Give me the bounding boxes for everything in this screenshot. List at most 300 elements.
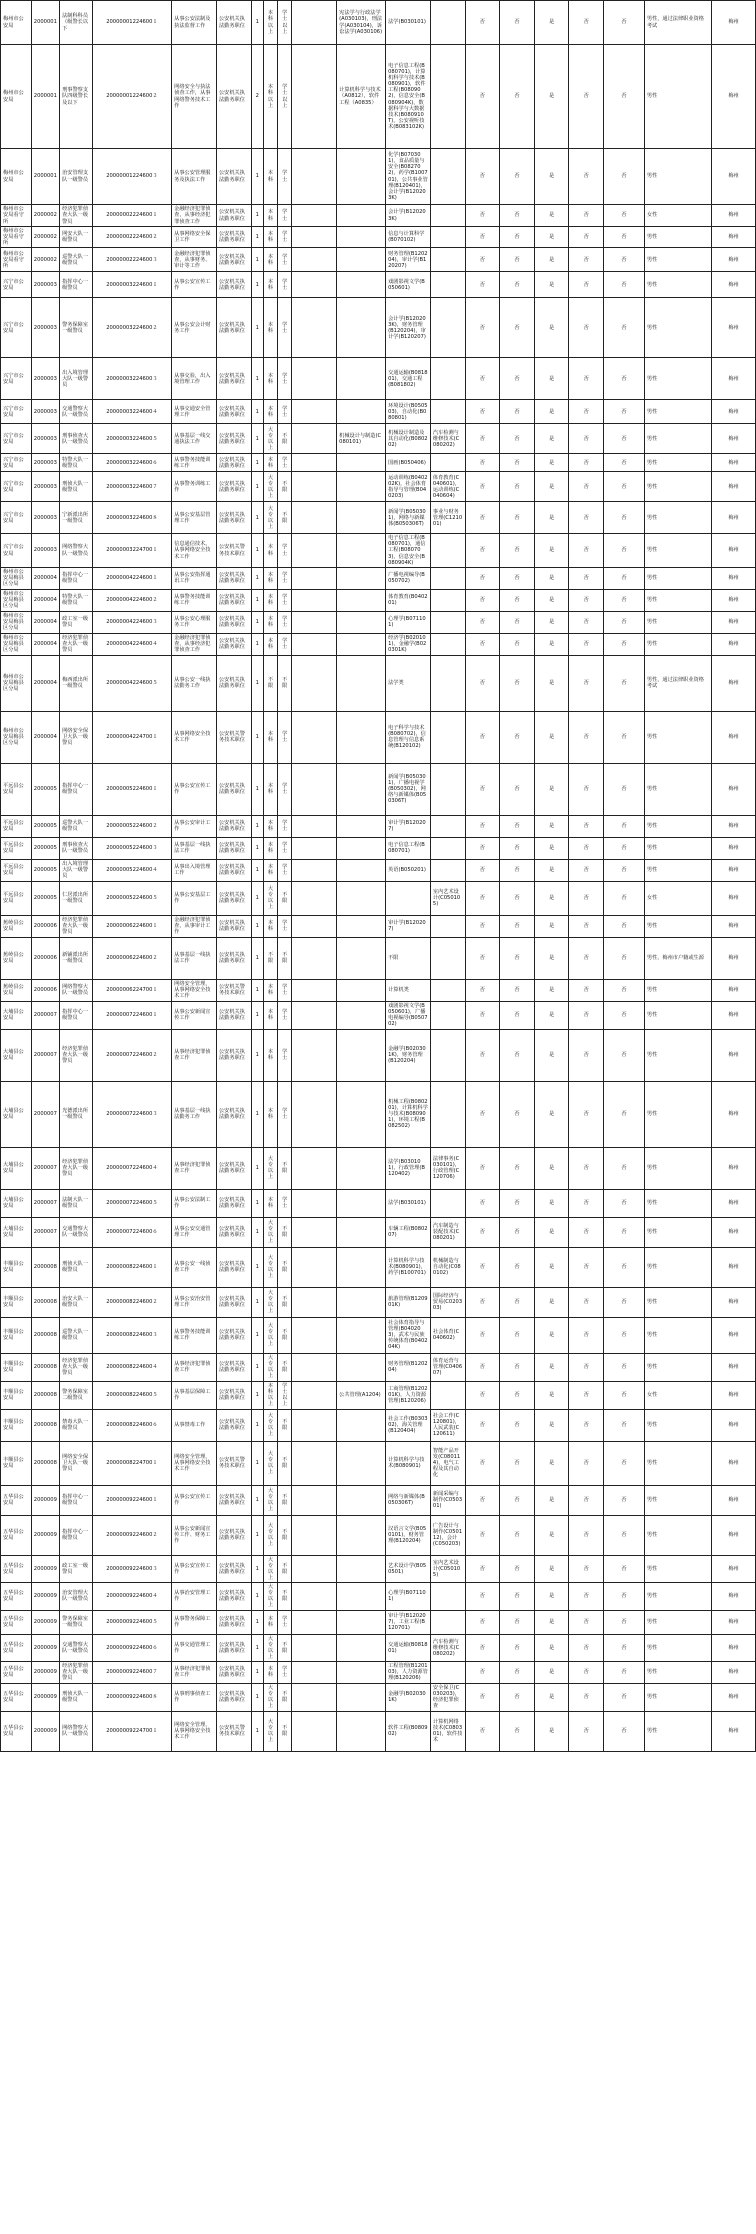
table-cell bbox=[337, 633, 386, 655]
table-cell: 否 bbox=[465, 1317, 500, 1353]
table-cell: 否 bbox=[569, 567, 604, 589]
table-cell: 财务管理(B120204) bbox=[386, 1353, 431, 1381]
table-cell: 否 bbox=[604, 400, 645, 424]
table-cell: 计算机科学与技术(B080901) bbox=[386, 1441, 431, 1485]
table-cell: 1 bbox=[251, 1081, 263, 1147]
table-cell: 审计学(B120207)，工业工程(B120701) bbox=[386, 1610, 431, 1634]
table-cell: 公安机关执法勤务职位 bbox=[216, 1317, 251, 1353]
table-cell bbox=[337, 815, 386, 837]
table-cell: 2000008 bbox=[31, 1317, 60, 1353]
table-cell: 学士 bbox=[278, 534, 292, 567]
table-cell: 否 bbox=[569, 881, 604, 915]
table-cell: 男性，梅州市户籍或生源 bbox=[644, 937, 711, 979]
table-cell: 英语(B050201) bbox=[386, 859, 431, 881]
table-cell: 公安机关执法勤务职位 bbox=[216, 472, 251, 502]
table-cell: 2000008 bbox=[31, 1247, 60, 1287]
table-cell: 社会工作(B030302)，海关管理(B120404) bbox=[386, 1409, 431, 1441]
table-cell: 20000004224600４ bbox=[92, 633, 171, 655]
table-cell: 否 bbox=[604, 1485, 645, 1515]
table-cell: 本科 bbox=[263, 454, 277, 472]
table-cell bbox=[337, 149, 386, 205]
table-cell: 1 bbox=[251, 1683, 263, 1711]
table-cell: 体育教育(B040201) bbox=[386, 589, 431, 611]
table-cell: 从事公安管理服务及执法工作 bbox=[172, 149, 217, 205]
table-cell: 否 bbox=[500, 472, 535, 502]
table-row bbox=[1, 298, 756, 358]
table-cell: 从事网络安全保卫工作 bbox=[172, 227, 217, 248]
table-cell: 是 bbox=[534, 1287, 569, 1317]
table-cell: 男性 bbox=[644, 472, 711, 502]
table-cell: 男性 bbox=[644, 1189, 711, 1217]
table-cell bbox=[337, 763, 386, 815]
table-cell: 否 bbox=[604, 227, 645, 248]
table-cell: 兴宁市公安局 bbox=[1, 454, 32, 472]
table-cell: 大专以上 bbox=[263, 1217, 277, 1247]
table-cell: 交通警察大队一级警员 bbox=[60, 1634, 93, 1661]
table-cell: 1 bbox=[251, 655, 263, 711]
table-cell: 公安机关执法勤务职位 bbox=[216, 454, 251, 472]
table-cell: 2000008 bbox=[31, 1353, 60, 1381]
table-cell: 从事公安一线执法勤务工作 bbox=[172, 655, 217, 711]
table-row bbox=[1, 1711, 756, 1751]
table-cell: 否 bbox=[500, 1610, 535, 1634]
table-cell: 是 bbox=[534, 1029, 569, 1081]
table-cell: 否 bbox=[465, 1683, 500, 1711]
table-cell: 大埔县公安局 bbox=[1, 1189, 32, 1217]
table-cell: 20000009224600７ bbox=[92, 1661, 171, 1683]
table-cell: 否 bbox=[500, 1001, 535, 1029]
table-cell bbox=[337, 534, 386, 567]
table-cell: 否 bbox=[500, 248, 535, 272]
table-cell: 男性 bbox=[644, 400, 711, 424]
table-cell: 2000003 bbox=[31, 358, 60, 400]
table-cell: 金融经济犯罪侦查，从事经济犯罪侦查工作 bbox=[172, 205, 217, 227]
table-cell: 学士 bbox=[278, 1001, 292, 1029]
table-cell: 1 bbox=[251, 1317, 263, 1353]
table-cell: 从事公安法制及执法监督工作 bbox=[172, 1, 217, 45]
table-cell: 20000007224600５ bbox=[92, 1189, 171, 1217]
table-row bbox=[1, 763, 756, 815]
table-cell: 丰顺县公安局 bbox=[1, 1353, 32, 1381]
table-cell: 公安机关执法勤务职位 bbox=[216, 1683, 251, 1711]
table-cell: 2000009 bbox=[31, 1661, 60, 1683]
table-row bbox=[1, 1381, 756, 1409]
table-cell: 兴宁市公安局 bbox=[1, 298, 32, 358]
table-cell: 否 bbox=[604, 1661, 645, 1683]
table-cell: 从事公安基层管理工作 bbox=[172, 502, 217, 534]
table-cell bbox=[430, 534, 465, 567]
table-cell: 否 bbox=[569, 711, 604, 763]
table-cell: 大专以上 bbox=[263, 1515, 277, 1555]
table-cell bbox=[337, 1189, 386, 1217]
table-cell: 1 bbox=[251, 400, 263, 424]
table-cell: 梅州 bbox=[712, 298, 756, 358]
table-cell: 否 bbox=[500, 1409, 535, 1441]
table-cell: 否 bbox=[500, 1711, 535, 1751]
table-cell: 20000003224600６ bbox=[92, 454, 171, 472]
table-cell: 梅州市公安局看守所 bbox=[1, 205, 32, 227]
table-cell: 公安机关执法勤务职位 bbox=[216, 1287, 251, 1317]
table-cell: 本科以上 bbox=[263, 1381, 277, 1409]
table-cell: 大专以上 bbox=[263, 1409, 277, 1441]
table-cell: 是 bbox=[534, 1485, 569, 1515]
table-cell bbox=[337, 358, 386, 400]
table-cell: 男性，通过法律职业资格考试 bbox=[644, 655, 711, 711]
table-cell: 否 bbox=[500, 400, 535, 424]
table-cell: 20000008224600２ bbox=[92, 1287, 171, 1317]
table-row bbox=[1, 1247, 756, 1287]
table-cell: 1 bbox=[251, 937, 263, 979]
table-cell: 本科 bbox=[263, 567, 277, 589]
table-cell: 男性 bbox=[644, 859, 711, 881]
table-cell: 法学类 bbox=[386, 655, 431, 711]
table-row bbox=[1, 1485, 756, 1515]
table-cell: 是 bbox=[534, 502, 569, 534]
table-cell: 公安机关执法勤务职位 bbox=[216, 1485, 251, 1515]
table-cell: 光德派出所一级警员 bbox=[60, 1081, 93, 1147]
table-cell: 20000001224600１ bbox=[92, 1, 171, 45]
table-cell: 本科 bbox=[263, 227, 277, 248]
table-cell: 刑侦大队一级警员 bbox=[60, 1683, 93, 1711]
table-cell: 2000006 bbox=[31, 937, 60, 979]
table-row bbox=[1, 567, 756, 589]
table-cell: 否 bbox=[569, 1287, 604, 1317]
table-cell: 本科 bbox=[263, 1610, 277, 1634]
table-cell: 否 bbox=[569, 502, 604, 534]
table-cell: 交通运输(B081801)，交通工程(B081802) bbox=[386, 358, 431, 400]
table-row bbox=[1, 272, 756, 298]
table-cell: 是 bbox=[534, 1711, 569, 1751]
table-cell: 经济犯罪侦查大队一级警员 bbox=[60, 1147, 93, 1189]
table-cell: 否 bbox=[569, 1683, 604, 1711]
table-cell: 化学(B070301)，食品质量与安全(B082702)，药学(B100701)，公共事业管理(B120401)，会计学(B120203K) bbox=[386, 149, 431, 205]
table-cell: 梅州 bbox=[712, 534, 756, 567]
table-cell: 男性 bbox=[644, 1001, 711, 1029]
table-cell: 1 bbox=[251, 205, 263, 227]
table-cell: 否 bbox=[569, 633, 604, 655]
table-cell: 否 bbox=[465, 937, 500, 979]
table-cell: 从事警务技能训练工作 bbox=[172, 454, 217, 472]
table-cell: 否 bbox=[500, 1029, 535, 1081]
table-cell: 不限 bbox=[278, 424, 292, 454]
table-row bbox=[1, 424, 756, 454]
table-cell: 从事公安宣传工作 bbox=[172, 1555, 217, 1582]
table-cell bbox=[430, 272, 465, 298]
table-cell: 1 bbox=[251, 567, 263, 589]
table-cell bbox=[337, 915, 386, 937]
table-cell: 大专以上 bbox=[263, 1583, 277, 1610]
table-cell bbox=[337, 1441, 386, 1485]
table-cell: 20000007224600３ bbox=[92, 1081, 171, 1147]
table-cell bbox=[430, 979, 465, 1001]
table-cell: 1 bbox=[251, 1711, 263, 1751]
table-cell: 本科 bbox=[263, 763, 277, 815]
table-cell: 1 bbox=[251, 1247, 263, 1287]
table-cell: 否 bbox=[569, 1217, 604, 1247]
table-cell: 公安机关执法勤务职位 bbox=[216, 763, 251, 815]
table-cell: 公安机关警务技术职位 bbox=[216, 979, 251, 1001]
table-cell: 20000005224600３ bbox=[92, 837, 171, 859]
table-row bbox=[1, 1, 756, 45]
table-cell: 网络安全管理，从事网络安全技术工作 bbox=[172, 1441, 217, 1485]
table-cell: 梅州市公安局梅县区分局 bbox=[1, 611, 32, 633]
table-cell: 大专以上 bbox=[263, 881, 277, 915]
table-cell bbox=[430, 815, 465, 837]
table-cell: 否 bbox=[500, 1583, 535, 1610]
table-cell: 2000009 bbox=[31, 1583, 60, 1610]
table-cell: 梅州 bbox=[712, 1001, 756, 1029]
table-cell: 否 bbox=[604, 567, 645, 589]
table-cell: 否 bbox=[604, 1555, 645, 1582]
table-cell: 2000008 bbox=[31, 1441, 60, 1485]
table-cell: 否 bbox=[500, 1081, 535, 1147]
table-cell: 本科以上 bbox=[263, 45, 277, 149]
table-cell: 否 bbox=[500, 837, 535, 859]
table-cell: 广告设计与制作(C050112)，会计(C050203) bbox=[430, 1515, 465, 1555]
table-cell: 学士 bbox=[278, 815, 292, 837]
table-cell: 梅州市公安局梅县区分局 bbox=[1, 567, 32, 589]
table-cell: 机械设计制造及其自动化(B080202) bbox=[386, 424, 431, 454]
table-cell: 汽车检测与维修技术(C080202) bbox=[430, 424, 465, 454]
table-cell bbox=[292, 937, 337, 979]
table-cell: 是 bbox=[534, 979, 569, 1001]
table-cell: 学士 bbox=[278, 633, 292, 655]
table-cell: 新闻采编与制作(C050301) bbox=[430, 1485, 465, 1515]
table-cell: 男性 bbox=[644, 1485, 711, 1515]
table-row bbox=[1, 611, 756, 633]
table-cell: 20000006224700１ bbox=[92, 979, 171, 1001]
table-cell: 梅州 bbox=[712, 1217, 756, 1247]
table-cell: 学士 bbox=[278, 400, 292, 424]
table-cell: 否 bbox=[465, 633, 500, 655]
table-cell: 1 bbox=[251, 1217, 263, 1247]
table-cell: 1 bbox=[251, 1515, 263, 1555]
table-cell bbox=[430, 1081, 465, 1147]
table-cell: 计算机科学与技术(B080901)，药学(B100701) bbox=[386, 1247, 431, 1287]
table-cell: 指挥中心一级警员 bbox=[60, 567, 93, 589]
table-cell: 男性 bbox=[644, 633, 711, 655]
table-cell: 20000004224700１ bbox=[92, 711, 171, 763]
table-cell bbox=[430, 45, 465, 149]
table-cell: 否 bbox=[500, 1555, 535, 1582]
table-cell: 治安大队一级警员 bbox=[60, 1287, 93, 1317]
table-cell: 否 bbox=[500, 1317, 535, 1353]
table-cell: 是 bbox=[534, 149, 569, 205]
table-cell: 否 bbox=[569, 815, 604, 837]
table-cell: 蕉岭县公安局 bbox=[1, 915, 32, 937]
table-row bbox=[1, 45, 756, 149]
table-cell: 公安机关执法勤务职位 bbox=[216, 567, 251, 589]
table-cell: 是 bbox=[534, 1189, 569, 1217]
table-row bbox=[1, 633, 756, 655]
table-row bbox=[1, 655, 756, 711]
table-cell: 旅游管理(B120901K) bbox=[386, 1287, 431, 1317]
table-cell: 否 bbox=[500, 859, 535, 881]
table-cell: 否 bbox=[465, 472, 500, 502]
table-cell: 男性 bbox=[644, 1555, 711, 1582]
table-cell: 是 bbox=[534, 1583, 569, 1610]
table-cell: 公安机关执法勤务职位 bbox=[216, 937, 251, 979]
table-cell: 警务保障室二级警员 bbox=[60, 1381, 93, 1409]
table-cell: 2000009 bbox=[31, 1485, 60, 1515]
table-cell: 否 bbox=[465, 1147, 500, 1189]
table-cell: 否 bbox=[500, 502, 535, 534]
table-cell: 是 bbox=[534, 1081, 569, 1147]
table-cell: 不限 bbox=[278, 1441, 292, 1485]
table-cell: 是 bbox=[534, 248, 569, 272]
table-cell: 梅州市公安局看守所 bbox=[1, 248, 32, 272]
table-cell: 公安机关执法勤务职位 bbox=[216, 358, 251, 400]
table-cell: 学士 bbox=[278, 149, 292, 205]
table-cell: 否 bbox=[604, 633, 645, 655]
table-cell: 否 bbox=[500, 1287, 535, 1317]
table-cell: 梅州 bbox=[712, 763, 756, 815]
table-cell: 梅州 bbox=[712, 45, 756, 149]
table-cell: 本科 bbox=[263, 633, 277, 655]
table-cell: 否 bbox=[500, 1683, 535, 1711]
table-cell: 2000003 bbox=[31, 502, 60, 534]
table-cell: 否 bbox=[604, 979, 645, 1001]
table-cell: 从事交验，出入境管理工作 bbox=[172, 358, 217, 400]
table-cell bbox=[337, 979, 386, 1001]
table-cell: 否 bbox=[569, 1555, 604, 1582]
table-cell: 否 bbox=[465, 272, 500, 298]
table-cell: 梅州 bbox=[712, 1081, 756, 1147]
table-cell: 梅州 bbox=[712, 272, 756, 298]
table-cell: 五华县公安局 bbox=[1, 1515, 32, 1555]
table-cell: 社会工作(C120801)，人民武装(C120611) bbox=[430, 1409, 465, 1441]
table-cell: 金融经济犯罪侦查，从事审计工作 bbox=[172, 915, 217, 937]
table-cell: 否 bbox=[465, 1583, 500, 1610]
table-cell bbox=[337, 1661, 386, 1683]
table-cell bbox=[430, 454, 465, 472]
table-cell: 是 bbox=[534, 205, 569, 227]
table-cell: 2000009 bbox=[31, 1683, 60, 1711]
table-cell: 2000002 bbox=[31, 227, 60, 248]
table-cell: 从事出入境管理工作 bbox=[172, 859, 217, 881]
table-cell bbox=[430, 937, 465, 979]
table-cell: 20000008224600５ bbox=[92, 1381, 171, 1409]
table-cell: 否 bbox=[604, 1409, 645, 1441]
table-cell: 大埔县公安局 bbox=[1, 1029, 32, 1081]
table-cell bbox=[292, 1317, 337, 1353]
table-cell: 是 bbox=[534, 1661, 569, 1683]
table-cell: 公安机关执法勤务职位 bbox=[216, 1247, 251, 1287]
table-cell: 男性 bbox=[644, 298, 711, 358]
table-cell: 否 bbox=[604, 454, 645, 472]
table-cell: 否 bbox=[500, 1147, 535, 1189]
table-cell: 否 bbox=[569, 400, 604, 424]
table-cell bbox=[337, 272, 386, 298]
table-cell: 大专以上 bbox=[263, 1441, 277, 1485]
table-cell: 交通运输(B081801) bbox=[386, 1634, 431, 1661]
table-cell: 是 bbox=[534, 1, 569, 45]
table-cell bbox=[292, 1634, 337, 1661]
table-cell: 兴宁市公安局 bbox=[1, 400, 32, 424]
table-cell: 公安机关执法勤务职位 bbox=[216, 1555, 251, 1582]
table-cell: 否 bbox=[465, 227, 500, 248]
table-cell: 男性 bbox=[644, 149, 711, 205]
table-cell: 否 bbox=[500, 881, 535, 915]
table-cell bbox=[292, 589, 337, 611]
table-cell: 戏剧影视文学(B050601) bbox=[386, 272, 431, 298]
table-cell bbox=[292, 1147, 337, 1189]
table-cell bbox=[430, 837, 465, 859]
table-cell: 禁毒大队一级警员 bbox=[60, 1409, 93, 1441]
table-cell: 否 bbox=[465, 248, 500, 272]
table-cell: 从事经济犯罪侦查工作 bbox=[172, 1147, 217, 1189]
table-cell bbox=[292, 227, 337, 248]
table-cell bbox=[430, 1029, 465, 1081]
table-cell: 指挥中心一级警员 bbox=[60, 1485, 93, 1515]
table-cell: 蕉岭县公安局 bbox=[1, 937, 32, 979]
table-cell: 男性 bbox=[644, 1610, 711, 1634]
table-cell: 2000009 bbox=[31, 1610, 60, 1634]
table-cell: 从事警务保障工作 bbox=[172, 1610, 217, 1634]
table-cell: 是 bbox=[534, 472, 569, 502]
table-cell: 否 bbox=[465, 400, 500, 424]
table-body bbox=[1, 1, 756, 1752]
table-cell: 不限 bbox=[278, 881, 292, 915]
table-cell: 20000009224600４ bbox=[92, 1583, 171, 1610]
table-cell: 梅州 bbox=[712, 248, 756, 272]
table-cell: 2000004 bbox=[31, 711, 60, 763]
table-cell: 梅州市公安局 bbox=[1, 45, 32, 149]
table-cell: 梅州 bbox=[712, 815, 756, 837]
table-cell: 否 bbox=[500, 149, 535, 205]
table-cell: 否 bbox=[604, 859, 645, 881]
table-cell: 公安机关执法勤务职位 bbox=[216, 272, 251, 298]
table-cell: 是 bbox=[534, 1683, 569, 1711]
table-cell: 公安机关执法勤务职位 bbox=[216, 859, 251, 881]
table-cell: 从事刑事侦查工作 bbox=[172, 1683, 217, 1711]
table-cell: 否 bbox=[500, 1485, 535, 1515]
table-cell: 学士 bbox=[278, 711, 292, 763]
table-cell: 本科 bbox=[263, 149, 277, 205]
table-cell: 男性 bbox=[644, 1711, 711, 1751]
table-cell: 梅州 bbox=[712, 611, 756, 633]
table-cell bbox=[292, 358, 337, 400]
table-cell: 梅州市公安局看守所 bbox=[1, 227, 32, 248]
table-cell: 本科 bbox=[263, 815, 277, 837]
table-cell: 否 bbox=[500, 534, 535, 567]
table-cell: 汽车检测与维修技术(C080202) bbox=[430, 1634, 465, 1661]
table-cell: 新闻学(B050301)，广播电视学(B050302)，网络与新媒体(B050306T) bbox=[386, 763, 431, 815]
table-cell: 体育教育(C040601)，运动训练(C040604) bbox=[430, 472, 465, 502]
table-cell: 大埔县公安局 bbox=[1, 1081, 32, 1147]
table-cell: 否 bbox=[604, 1001, 645, 1029]
table-cell: 本科 bbox=[263, 1661, 277, 1683]
table-cell: 1 bbox=[251, 815, 263, 837]
table-cell: 学士以上 bbox=[278, 45, 292, 149]
table-cell bbox=[430, 915, 465, 937]
table-cell: 公安机关执法勤务职位 bbox=[216, 611, 251, 633]
table-cell: 20000009224600６ bbox=[92, 1634, 171, 1661]
table-cell bbox=[292, 1555, 337, 1582]
table-cell bbox=[430, 763, 465, 815]
table-cell bbox=[337, 400, 386, 424]
table-cell: 网络与新媒体(B050306T) bbox=[386, 1485, 431, 1515]
table-cell: 否 bbox=[569, 1381, 604, 1409]
table-cell: 不限 bbox=[278, 1247, 292, 1287]
table-cell: 蕉岭县公安局 bbox=[1, 979, 32, 1001]
table-cell bbox=[337, 1247, 386, 1287]
table-cell: 五华县公安局 bbox=[1, 1485, 32, 1515]
table-cell: 2000003 bbox=[31, 298, 60, 358]
table-cell: 20000007224600１ bbox=[92, 1001, 171, 1029]
table-cell: 否 bbox=[604, 915, 645, 937]
table-cell: 20000009224600８ bbox=[92, 1683, 171, 1711]
